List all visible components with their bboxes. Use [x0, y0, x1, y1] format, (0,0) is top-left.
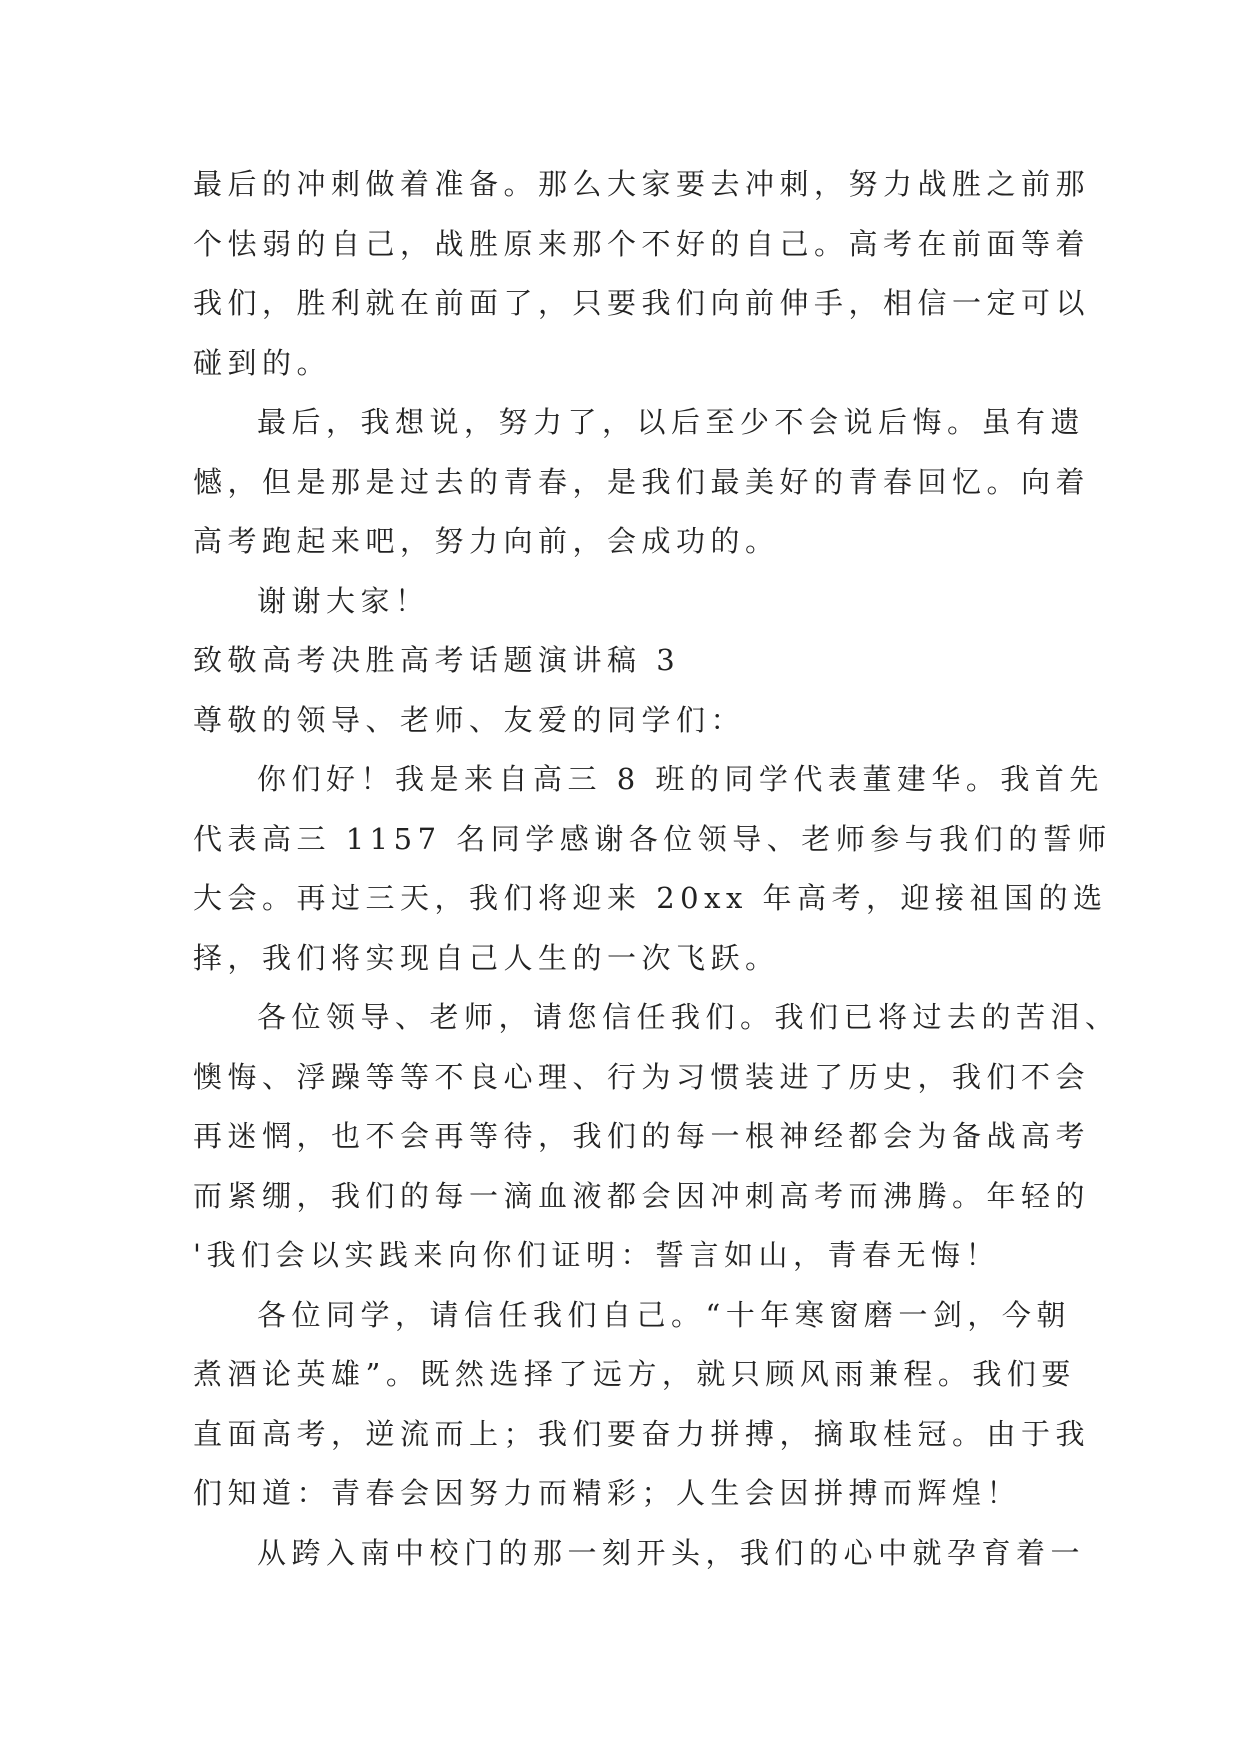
text-line: 我们，胜利就在前面了，只要我们向前伸手，相信一定可以: [193, 286, 1091, 320]
text-line: 碰到的。: [193, 345, 332, 380]
section-heading: 致敬高考决胜高考话题演讲稿 3: [193, 643, 681, 677]
text-line: 各位领导、老师，请您信任我们。我们已将过去的苦泪、: [257, 1000, 1120, 1034]
text-line: 从跨入南中校门的那一刻开头，我们的心中就孕育着一: [257, 1535, 1086, 1570]
text-line: 择，我们将实现自己人生的一次飞跃。: [193, 940, 780, 975]
text-line: 代表高三 1157 名同学感谢各位领导、老师参与我们的誓师: [193, 821, 1112, 856]
text-line: 再迷惘，也不会再等待，我们的每一根神经都会为备战高考: [193, 1119, 1091, 1153]
text-line: 憾，但是那是过去的青春，是我们最美好的青春回忆。向着: [193, 464, 1091, 499]
text-line: 各位同学，请信任我们自己。“十年寒窗磨一剑，今朝: [257, 1297, 1071, 1332]
text-line: 高考跑起来吧，努力向前，会成功的。: [193, 524, 780, 558]
text-line: 煮酒论英雄”。既然选择了远方，就只顾风雨兼程。我们要: [193, 1357, 1076, 1391]
document-body: [193, 155, 1120, 1583]
text-line: '我们会以实践来向你们证明：誓言如山，青春无悔！: [193, 1238, 1000, 1272]
text-line: 个怯弱的自己，战胜原来那个不好的自己。高考在前面等着: [193, 226, 1091, 261]
text-line: 大会。再过三天，我们将迎来 20xx 年高考，迎接祖国的选: [193, 881, 1108, 915]
salutation: 尊敬的领导、老师、友爱的同学们：: [193, 702, 746, 737]
text-line: 你们好！我是来自高三 8 班的同学代表董建华。我首先: [257, 762, 1104, 796]
text-line: 们知道：青春会因努力而精彩；人生会因拼搏而辉煌！: [193, 1476, 1022, 1510]
text-line: 谢谢大家！: [257, 583, 430, 618]
text-line: 最后的冲刺做着准备。那么大家要去冲刺，努力战胜之前那: [193, 167, 1091, 201]
text-line: 直面高考，逆流而上；我们要奋力拼搏，摘取桂冠。由于我: [193, 1416, 1091, 1451]
text-line: 懊悔、浮躁等等不良心理、行为习惯装进了历史，我们不会: [193, 1059, 1091, 1094]
text-line: 最后，我想说，努力了，以后至少不会说后悔。虽有遗: [257, 405, 1086, 439]
text-line: 而紧绷，我们的每一滴血液都会因冲刺高考而沸腾。年轻的: [193, 1178, 1091, 1213]
